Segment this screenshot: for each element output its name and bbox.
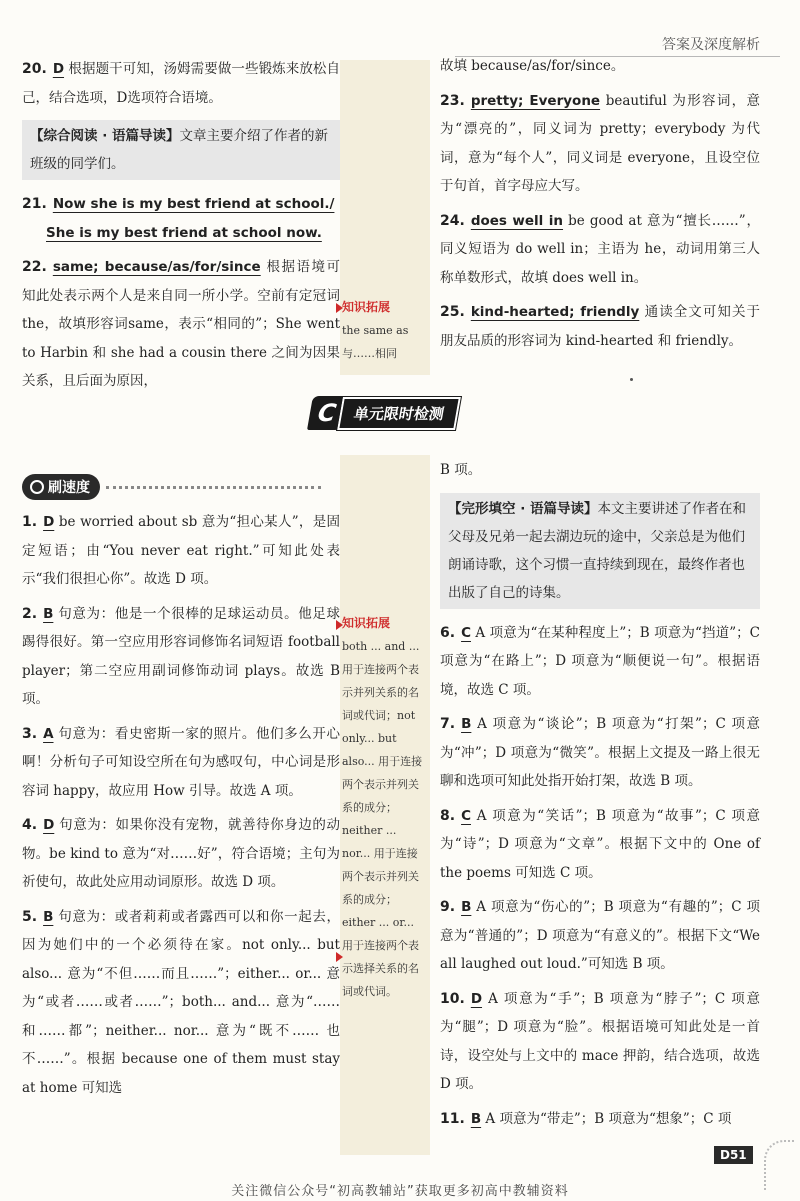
answer-item-8 <box>440 802 760 888</box>
bottom-left-column <box>22 508 340 1108</box>
answer-item-24 <box>440 207 760 293</box>
item-explanation: beautiful 为形容词，意为“漂亮的”，同义词为 pretty；everybody 为代词，意为“每个人”，同义词是 everyone，且设空位于句首，首字母应大写。 <box>440 92 760 194</box>
answer-item-23 <box>440 87 760 201</box>
item-number: 20. <box>22 61 47 77</box>
cloze-guide-box <box>440 493 760 609</box>
item-answer: D <box>43 514 55 530</box>
item-explanation: A 项意为“伤心的”；B 项意为“有趣的”；C 项意为“普通的”；D 项意为“有意义的”。根据下文“We all laughed out loud.”可知选 B 项。 <box>440 899 761 972</box>
item-answer: B <box>43 908 54 925</box>
item-answer-line2: She is my best friend at school now. <box>46 224 322 241</box>
item-answer: does well in <box>470 212 564 229</box>
item-number: 10. <box>440 990 465 1007</box>
item-answer: D <box>470 990 483 1007</box>
answer-item-4 <box>22 811 340 897</box>
item-explanation: be good at 意为“擅长……”，同义短语为 do well in；主语为 he，动词用第三人称单数形式，故填 does well in。 <box>440 212 760 286</box>
section-label: 单元限时检测 <box>337 397 461 430</box>
top-right-column <box>440 52 760 361</box>
item-explanation: 句意为：如果你没有宠物，就善待你身边的动物。be kind to 意为“对……好”，符合语境；主句为祈使句，故此处应用动词原形。故选 D 项。 <box>22 817 341 890</box>
item-explanation: B 项。 <box>440 462 482 478</box>
item-number: 9. <box>440 899 456 915</box>
item-number: 11. <box>440 1110 465 1127</box>
item-explanation: 句意为：他是一个很棒的足球运动员。他足球踢得很好。第一空应用形容词修饰名词短语 football player；第二空应用副词修饰动词 plays。故选 B 项。 <box>22 605 341 707</box>
item-answer: D <box>52 61 65 77</box>
knowledge-note-top <box>342 296 428 365</box>
item-answer: pretty; Everyone <box>470 92 601 109</box>
answer-item-21 <box>22 190 340 247</box>
footer-note: 关注微信公众号“初高教辅站”获取更多初高中教辅资料 <box>231 1184 569 1199</box>
item-answer: A <box>43 725 54 742</box>
header-title: 答案及深度解析 <box>662 37 760 53</box>
item-explanation: A 项意为“带走”；B 项意为“想象”；C 项 <box>485 1110 732 1127</box>
item-answer-line1: Now she is my best friend at school./ <box>52 196 335 212</box>
item-answer: D <box>43 817 55 833</box>
answer-item-11 <box>440 1105 760 1134</box>
answer-item-6 <box>440 619 760 705</box>
answer-item-22-cont <box>440 52 760 81</box>
dotted-divider <box>106 486 321 489</box>
item-explanation: A 项意为“谈论”；B 项意为“打架”；C 项意为“冲”；D 项意为“微笑”。根据上文提及一路上很无聊和选项可知此处指开始打架，故选 B 项。 <box>440 716 761 789</box>
item-answer: B <box>470 1110 482 1127</box>
item-answer: kind-hearted; friendly <box>470 304 640 320</box>
item-number: 6. <box>440 624 456 641</box>
item-number: 7. <box>440 716 456 732</box>
item-answer: C <box>461 807 471 824</box>
note-title: 知识拓展 <box>342 616 391 630</box>
guide-tag: 【综合阅读 · 语篇导读】 <box>30 128 180 144</box>
speed-tag <box>22 474 321 500</box>
answer-item-5 <box>22 903 340 1103</box>
stray-dot <box>630 378 633 381</box>
speed-label: 刷速度 <box>48 480 90 496</box>
item-explanation: 根据题干可知，汤姆需要做一些锻炼来放松自己，结合选项，D选项符合语境。 <box>22 61 340 106</box>
speed-badge <box>22 474 100 500</box>
item-explanation: 句意为：看史密斯一家的照片。他们多么开心啊！分析句子可知设空所在句为感叹句，中心词是形容词 happy，故应用 How 引导。故选 A 项。 <box>22 725 340 799</box>
item-number: 3. <box>22 725 38 742</box>
item-answer: B <box>461 899 472 915</box>
answer-item-5-cont <box>440 456 760 485</box>
item-number: 25. <box>440 304 465 320</box>
item-explanation: 根据语境可知此处表示两个人是来自同一所小学。空前有定冠词 the，故填形容词same，表示“相同的”；She went to Harbin 和 she had a cousin there 之间为因果关系，且后面为原因， <box>22 259 340 389</box>
item-number: 22. <box>22 259 47 275</box>
item-number: 2. <box>22 605 38 622</box>
item-answer: B <box>43 605 54 622</box>
item-number: 24. <box>440 212 465 229</box>
item-number: 1. <box>22 514 38 530</box>
note-title: 知识拓展 <box>342 300 391 314</box>
item-explanation: 故填 because/as/for/since。 <box>440 58 625 74</box>
section-banner <box>310 396 458 430</box>
item-number: 21. <box>22 196 47 212</box>
item-explanation: A 项意为“笑话”；B 项意为“故事”；C 项意为“诗”；D 项意为“文章”。根据下文中的 One of the poems 可知选 C 项。 <box>440 807 760 881</box>
knowledge-note-bottom <box>342 612 428 1003</box>
answer-item-25 <box>440 298 760 355</box>
item-answer: same; because/as/for/since <box>52 259 261 275</box>
answer-item-2 <box>22 600 340 714</box>
item-number: 8. <box>440 807 456 824</box>
answer-item-7 <box>440 710 760 796</box>
item-explanation: A 项意为“在某种程度上”；B 项意为“挡道”；C 项意为“在路上”；D 项意为“顺便说一句”。根据语境，故选 C 项。 <box>440 624 760 698</box>
reading-guide-box <box>22 120 340 180</box>
top-left-column <box>22 55 340 402</box>
answer-item-1 <box>22 508 340 594</box>
answer-item-3 <box>22 720 340 806</box>
item-explanation: 句意为：或者莉莉或者露西可以和你一起去，因为她们中的一个必须待在家。not only... but also... 意为“不但……而且……”；either... or... 意为“或者……或者……”；both... and... 意为“……和……都”；neither... nor... 意为“既不…… 也不……”。根据 because one of them must stay at home 可知选 <box>22 908 341 1096</box>
guide-text: 本文主要讲述了作者在和父母及兄弟一起去湖边玩的途中，父亲总是为他们朗诵诗歌，这个习惯一直持续到现在，最终作者也出版了自己的诗集。 <box>448 500 747 601</box>
item-explanation: be worried about sb 意为“担心某人”，是固定短语；由“You never eat right.”可知此处表示“我们很担心你”。故选 D 项。 <box>22 514 340 587</box>
item-number: 23. <box>440 92 465 109</box>
section-badge: C <box>307 396 347 430</box>
guide-tag: 【完形填空 · 语篇导读】 <box>448 500 598 517</box>
answer-item-10 <box>440 985 760 1099</box>
page-number: D51 <box>714 1146 753 1164</box>
item-answer: C <box>461 624 471 641</box>
speedometer-icon <box>30 480 44 494</box>
item-explanation: 通读全文可知关于朋友品质的形容词为 kind-hearted 和 friendly。 <box>440 304 761 349</box>
item-explanation: A 项意为“手”；B 项意为“脖子”；C 项意为“腿”；D 项意为“脸”。根据语境可知此处是一首诗，设空处与上文中的 mace 押韵，结合选项，故选 D 项。 <box>440 990 760 1092</box>
item-answer: B <box>461 716 472 732</box>
answer-item-20 <box>22 55 340 112</box>
answer-item-22 <box>22 253 340 396</box>
answer-item-9 <box>440 893 760 979</box>
item-number: 4. <box>22 817 38 833</box>
item-number: 5. <box>22 908 38 925</box>
guide-text: 文章主要介绍了作者的新班级的同学们。 <box>30 128 329 172</box>
bottom-right-column <box>440 456 760 1139</box>
note-text: both ... and ... 用于连接两个表示并列关系的名词或代词；not only... but also... 用于连接两个表示并列关系的成分；neither ... nor... 用于连接两个表示并列关系的成分；either ... or... 用于连接两个表示选择关系的名词或代词。 <box>342 640 423 998</box>
note-text: the same as 与……相同 <box>342 324 409 360</box>
